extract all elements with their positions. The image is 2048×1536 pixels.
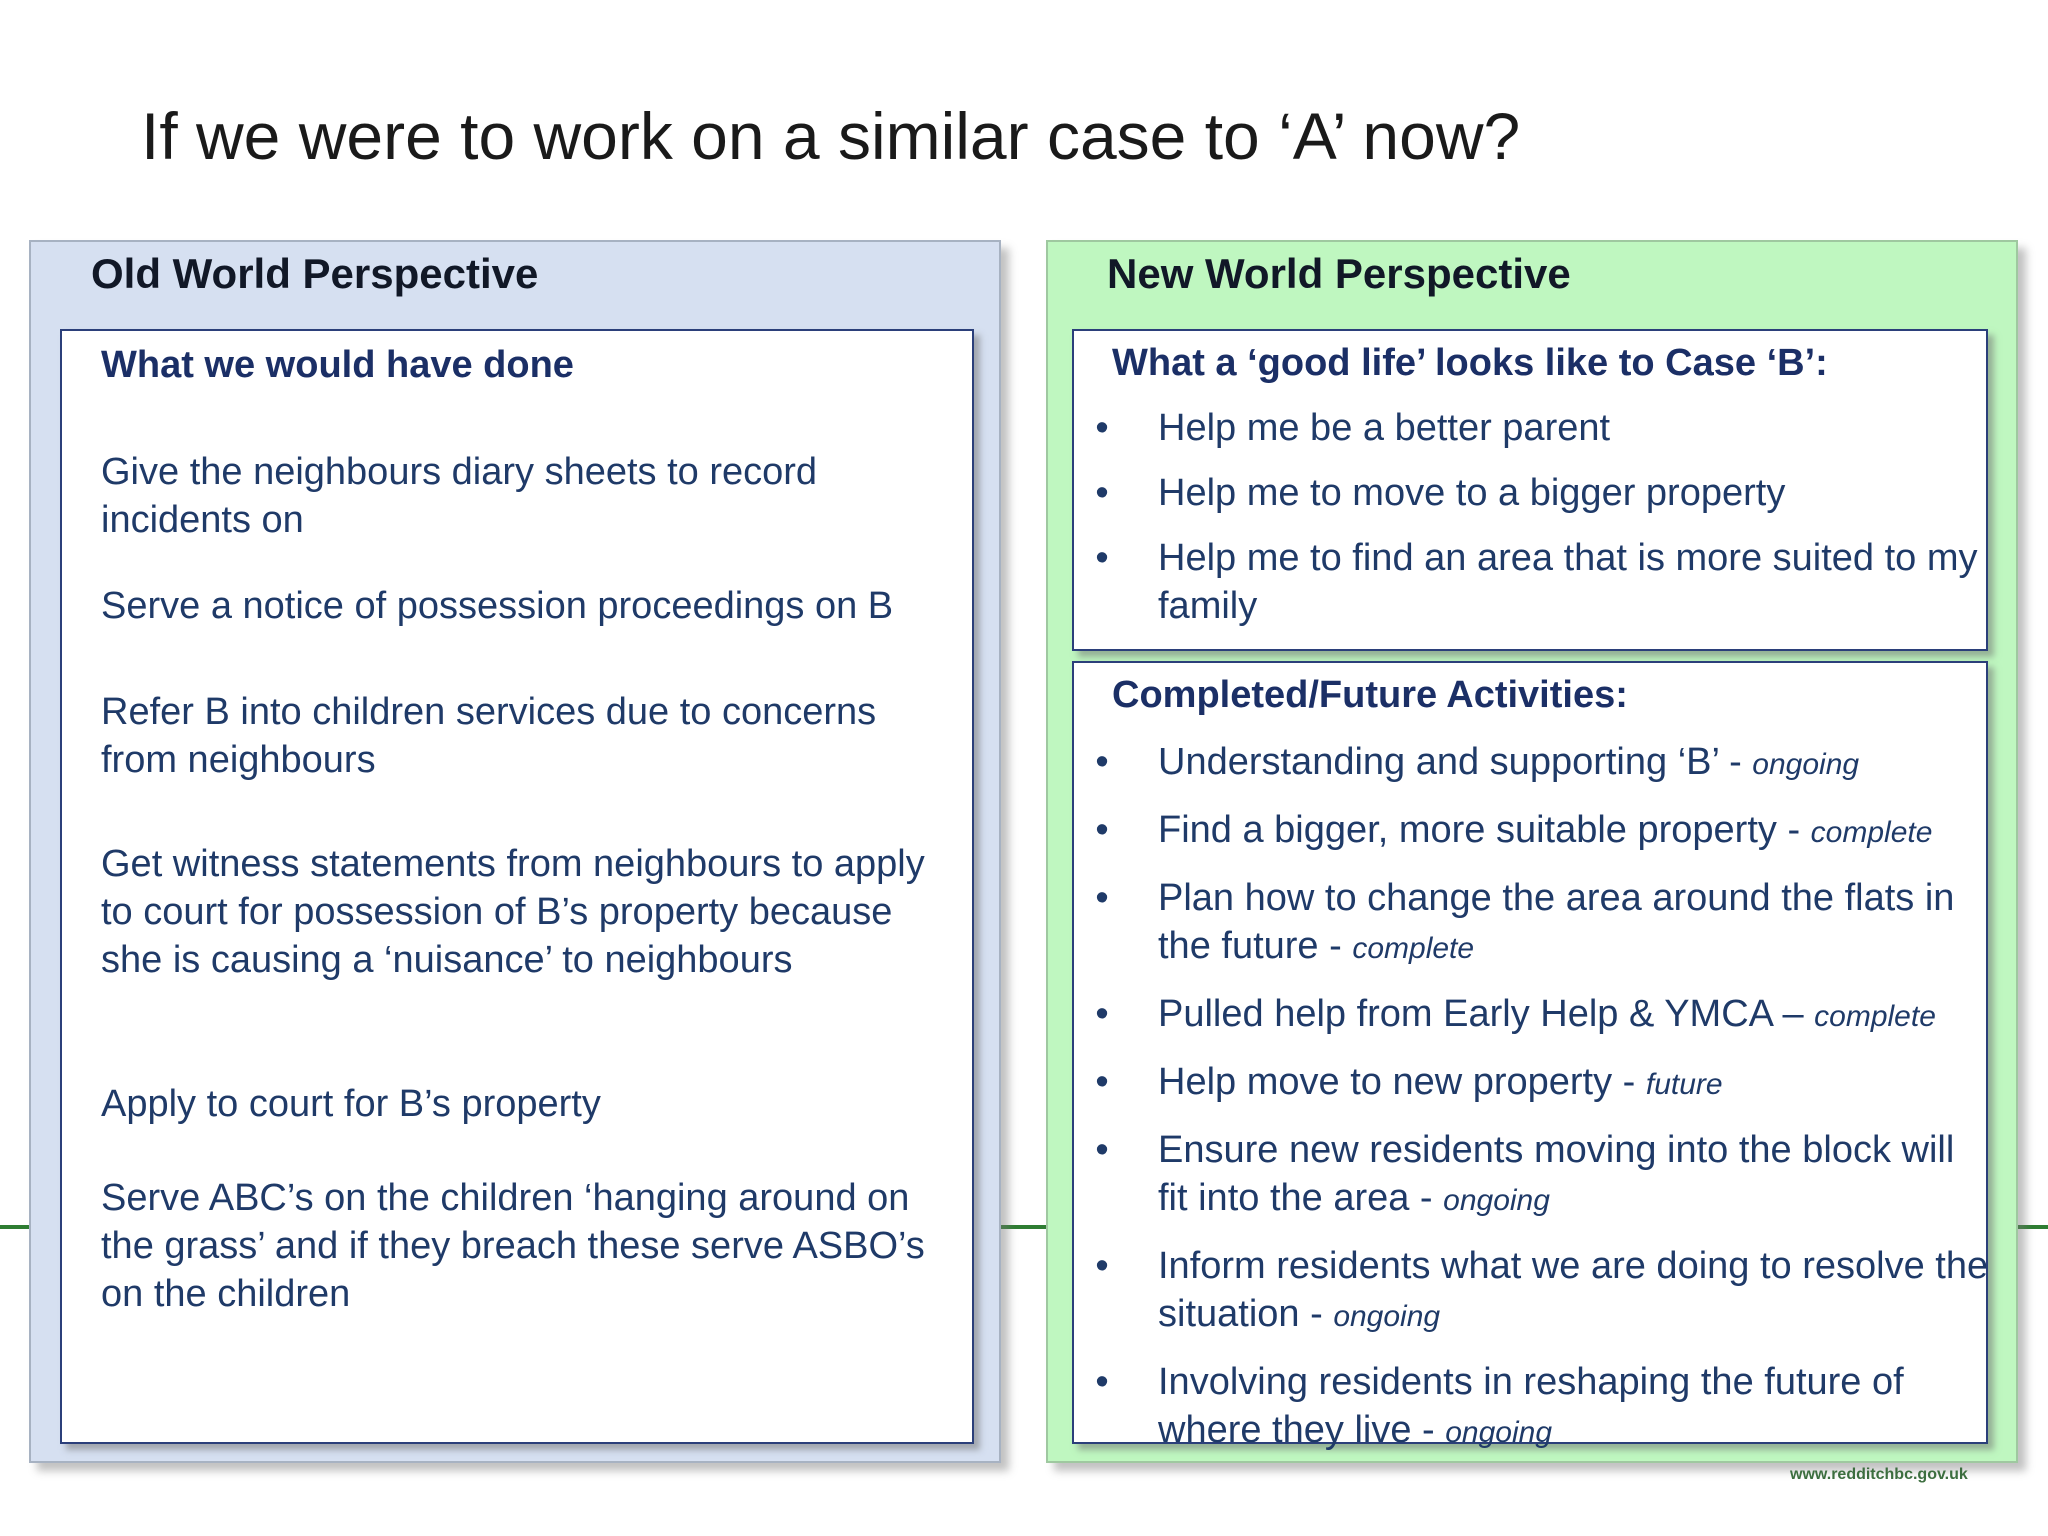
old-world-item: Serve a notice of possession proceedings on B xyxy=(101,585,894,627)
status-label: complete xyxy=(1814,1000,1936,1033)
bullet-icon: • xyxy=(1095,1245,1109,1287)
list-item: • Inform residents what we are doing to resolve the situation - ongoing xyxy=(1092,1242,1992,1341)
bullet-icon: • xyxy=(1095,809,1109,851)
bullet-icon: • xyxy=(1095,741,1109,783)
old-world-item: Apply to court for B’s property xyxy=(101,1083,601,1125)
status-label: complete xyxy=(1810,816,1933,849)
activities-list xyxy=(1092,738,1992,1457)
old-world-item: Serve ABC’s on the children ‘hanging around on the grass’ and if they breach these serve ASBO’s on the children xyxy=(101,1177,925,1315)
old-world-subheading: What we would have done xyxy=(101,344,574,386)
good-life-subheading: What a ‘good life’ looks like to Case ‘B’: xyxy=(1112,342,1828,384)
slide-title: If we were to work on a similar case to ‘A’ now? xyxy=(141,99,1521,173)
status-label: ongoing xyxy=(1333,1300,1441,1333)
list-item: • Pulled help from Early Help & YMCA – complete xyxy=(1092,990,1992,1041)
old-world-item: Give the neighbours diary sheets to record incidents on xyxy=(101,451,818,541)
list-item: • Help move to new property - future xyxy=(1092,1058,1992,1109)
list-item: • Help me to move to a bigger property xyxy=(1092,469,1992,517)
bullet-icon: • xyxy=(1095,537,1109,579)
status-label: ongoing xyxy=(1752,748,1860,781)
old-world-item: Refer B into children services due to concerns from neighbours xyxy=(101,691,877,781)
list-item: • Ensure new residents moving into the block will fit into the area - ongoing xyxy=(1092,1126,1992,1225)
list-item: • Involving residents in reshaping the future of where they live - ongoing xyxy=(1092,1358,1992,1457)
good-life-list xyxy=(1092,404,1992,630)
status-label: future xyxy=(1645,1068,1723,1101)
new-world-heading: New World Perspective xyxy=(1107,250,1571,297)
bullet-icon: • xyxy=(1095,993,1109,1035)
status-label: complete xyxy=(1352,932,1475,965)
bullet-icon: • xyxy=(1095,1061,1109,1103)
list-item: • Plan how to change the area around the flats in the future - complete xyxy=(1092,874,1992,973)
footer-url: www.redditchbc.gov.uk xyxy=(1790,1466,1968,1483)
bullet-icon: • xyxy=(1095,407,1109,449)
bullet-icon: • xyxy=(1095,1361,1109,1403)
status-label: ongoing xyxy=(1443,1184,1550,1217)
activities-subheading: Completed/Future Activities: xyxy=(1112,674,1628,716)
bullet-icon: • xyxy=(1095,472,1109,514)
old-world-item: Get witness statements from neighbours to apply to court for possession of B’s property because she is causing a ‘nuisance’ to neighbours xyxy=(101,843,925,981)
list-item: • Find a bigger, more suitable property - complete xyxy=(1092,806,1992,857)
old-world-heading: Old World Perspective xyxy=(91,250,539,297)
list-item: • Help me to find an area that is more suited to my family xyxy=(1092,534,1992,630)
divider-line-middle xyxy=(1000,1225,1048,1229)
divider-line-right xyxy=(2014,1225,2048,1229)
bullet-icon: • xyxy=(1095,1129,1109,1171)
list-item: • Help me be a better parent xyxy=(1092,404,1992,452)
list-item: • Understanding and supporting ‘B’ - ongoing xyxy=(1092,738,1992,789)
divider-line-left xyxy=(0,1225,32,1229)
bullet-icon: • xyxy=(1095,877,1109,919)
status-label: ongoing xyxy=(1445,1416,1553,1449)
